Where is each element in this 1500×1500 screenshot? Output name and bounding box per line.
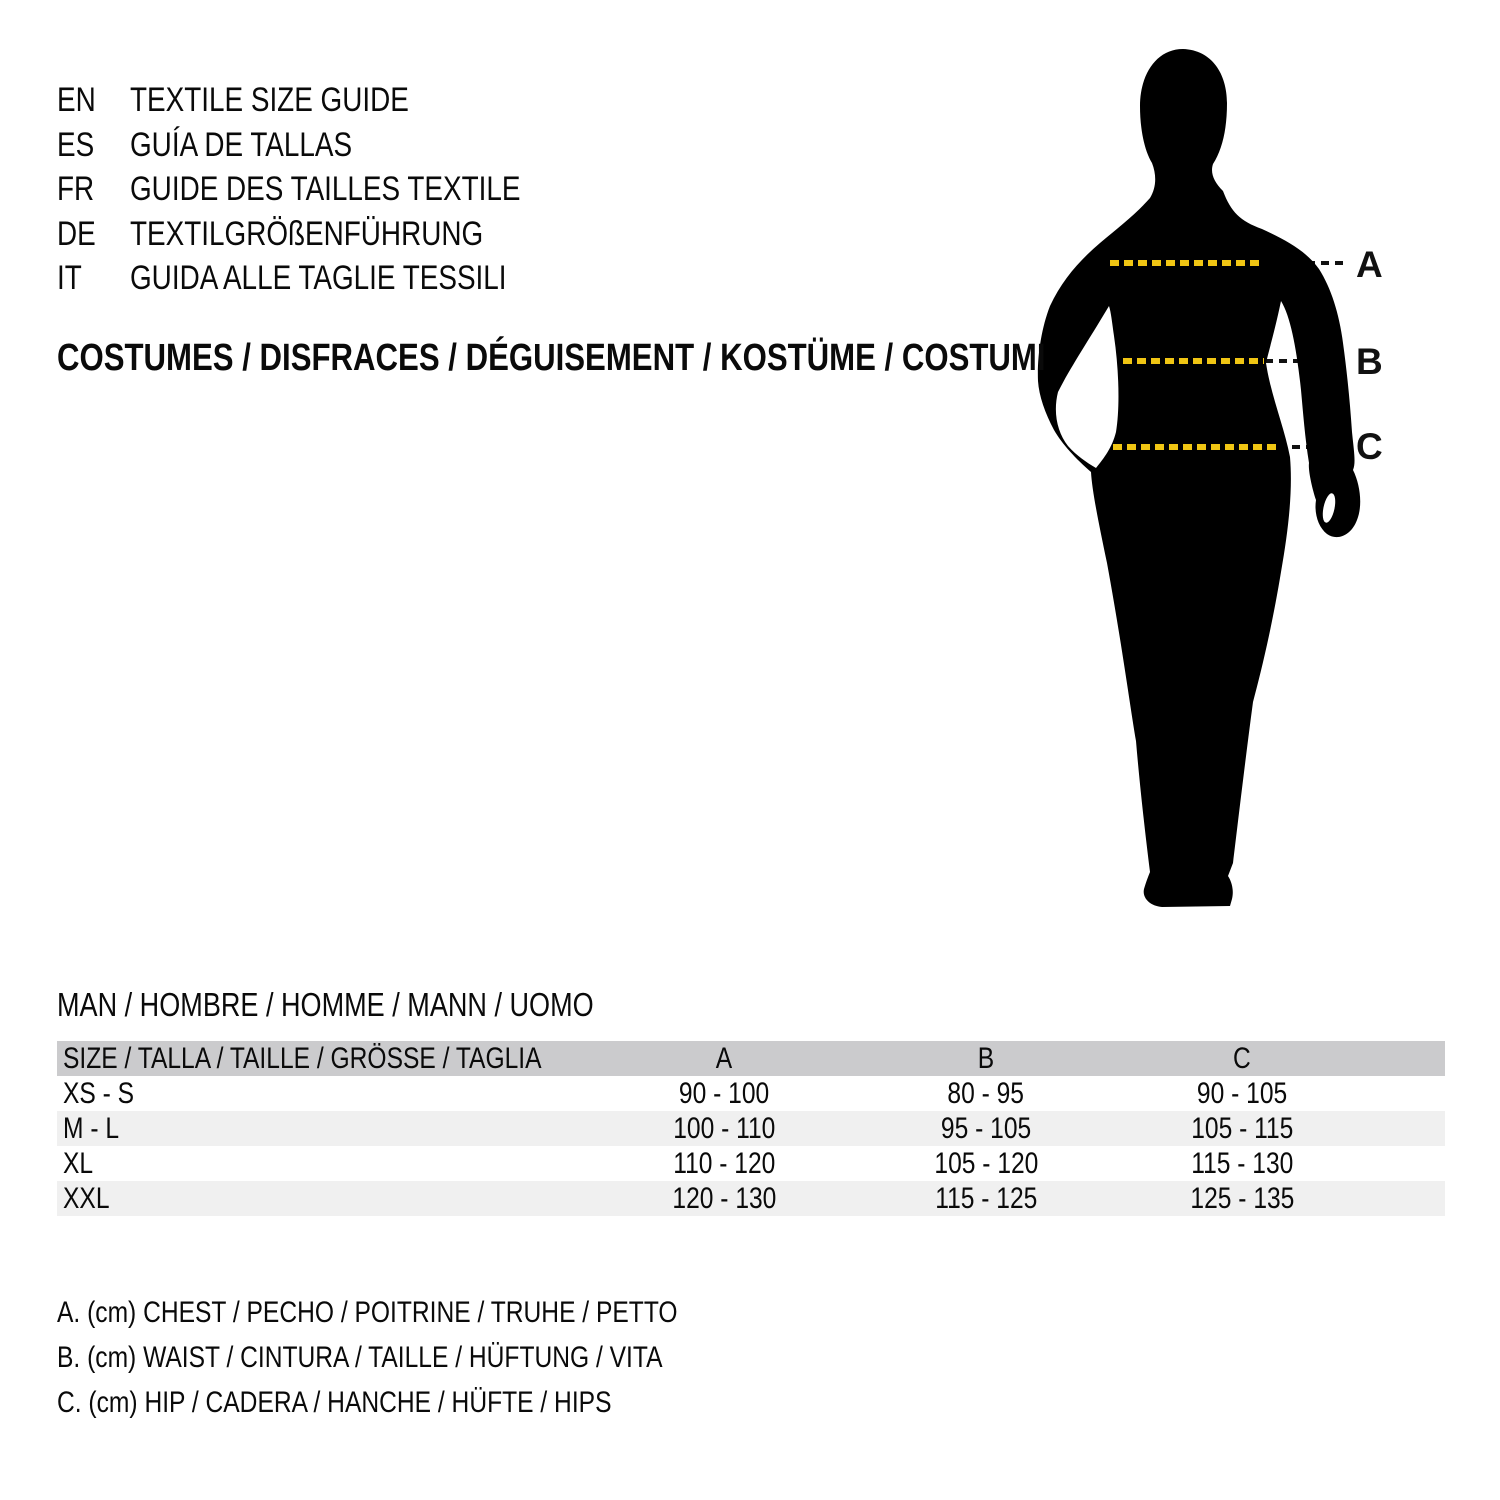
waist-range-cell: 105 - 120 bbox=[934, 1146, 1038, 1180]
chest-range-cell: 100 - 110 bbox=[672, 1111, 776, 1145]
language-row-en bbox=[57, 78, 606, 123]
size-cell: M - L bbox=[63, 1111, 120, 1145]
column-header-size: SIZE / TALLA / TAILLE / GRÖSSE / TAGLIA bbox=[63, 1041, 542, 1075]
chest-range-cell: 110 - 120 bbox=[672, 1146, 776, 1180]
column-header-c: C bbox=[1233, 1041, 1251, 1075]
language-code: DE bbox=[57, 214, 96, 253]
column-header-a: A bbox=[715, 1041, 733, 1075]
size-table-header-row bbox=[57, 1041, 1445, 1076]
language-row-es bbox=[57, 123, 606, 168]
language-title: TEXTILGRÖßENFÜHRUNG bbox=[130, 214, 484, 253]
chest-range-cell: 120 - 130 bbox=[672, 1181, 776, 1215]
hip-range-cell: 90 - 105 bbox=[1196, 1076, 1288, 1110]
language-row-fr bbox=[57, 167, 606, 212]
language-row-de bbox=[57, 212, 606, 257]
language-code: EN bbox=[57, 81, 96, 119]
category-heading-text: COSTUMES / DISFRACES / DÉGUISEMENT / KOSTÜME / COSTUMI bbox=[57, 337, 1046, 379]
size-table bbox=[57, 1041, 1445, 1216]
language-code: ES bbox=[57, 125, 95, 164]
language-title: GUIDE DES TAILLES TEXTILE bbox=[130, 170, 521, 208]
waist-range-cell: 95 - 105 bbox=[940, 1111, 1032, 1145]
size-row-xxl bbox=[57, 1181, 1445, 1216]
category-heading bbox=[57, 336, 1263, 380]
legend-row-hip bbox=[57, 1380, 814, 1425]
size-row-xl bbox=[57, 1146, 1445, 1181]
legend-chest-text: A. (cm) CHEST / PECHO / POITRINE / TRUHE / PETTO bbox=[57, 1296, 678, 1329]
language-row-it bbox=[57, 256, 606, 301]
legend-row-waist bbox=[57, 1335, 814, 1380]
legend-hip-text: C. (cm) HIP / CADERA / HANCHE / HÜFTE / HIPS bbox=[57, 1386, 612, 1419]
legend-row-chest bbox=[57, 1290, 814, 1335]
column-header-b: B bbox=[977, 1041, 995, 1075]
measurement-legend bbox=[57, 1290, 814, 1425]
measure-label-b: B bbox=[1356, 341, 1383, 382]
language-title-list bbox=[57, 78, 606, 301]
measure-label-a: A bbox=[1356, 244, 1383, 285]
language-code: FR bbox=[57, 170, 95, 208]
language-code: IT bbox=[57, 259, 82, 297]
size-row-m-l bbox=[57, 1111, 1445, 1146]
language-title: GUÍA DE TALLAS bbox=[130, 125, 353, 164]
size-cell: XS - S bbox=[63, 1076, 135, 1110]
size-cell: XXL bbox=[63, 1181, 110, 1215]
language-title: GUIDA ALLE TAGLIE TESSILI bbox=[130, 259, 507, 297]
hip-range-cell: 115 - 130 bbox=[1190, 1146, 1294, 1180]
waist-range-cell: 80 - 95 bbox=[947, 1076, 1025, 1110]
section-title-man bbox=[57, 985, 712, 1025]
section-title-text: MAN / HOMBRE / HOMME / MANN / UOMO bbox=[57, 986, 594, 1023]
size-cell: XL bbox=[63, 1146, 94, 1180]
hip-range-cell: 105 - 115 bbox=[1190, 1111, 1294, 1145]
hip-range-cell: 125 - 135 bbox=[1190, 1181, 1294, 1215]
chest-range-cell: 90 - 100 bbox=[678, 1076, 770, 1110]
measure-label-c: C bbox=[1356, 426, 1383, 467]
legend-waist-text: B. (cm) WAIST / CINTURA / TAILLE / HÜFTUNG / VITA bbox=[57, 1341, 663, 1374]
language-title: TEXTILE SIZE GUIDE bbox=[130, 81, 409, 119]
waist-range-cell: 115 - 125 bbox=[934, 1181, 1038, 1215]
man-silhouette bbox=[1038, 49, 1360, 907]
size-row-xs-s bbox=[57, 1076, 1445, 1111]
